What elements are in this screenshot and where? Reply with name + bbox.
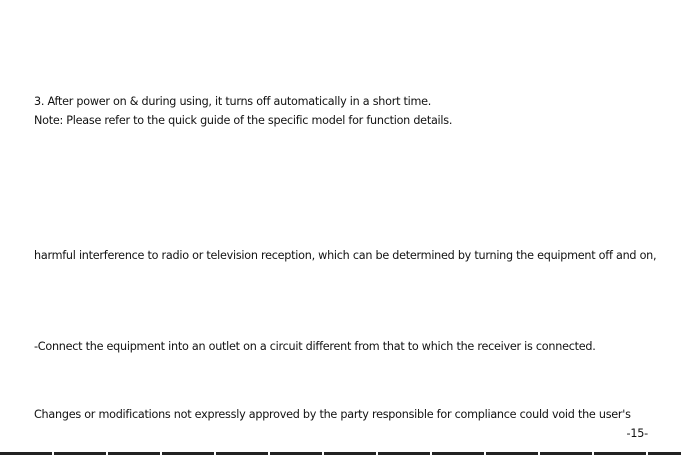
fcc-outlet-instruction: -Connect the equipment into an outlet on a circuit different from that to which the receiver is connected. (34, 340, 596, 353)
troubleshooting-item-3: 3. After power on & during using, it turns off automatically in a short time. (34, 95, 432, 108)
fcc-interference-text: harmful interference to radio or television reception, which can be determined by turning the equipment off and on, (34, 249, 657, 262)
function-details-note: Note: Please refer to the quick guide of the specific model for function details. (34, 114, 453, 127)
page-number: -15- (626, 427, 648, 440)
fcc-modification-warning: Changes or modifications not expressly approved by the party responsible for compliance could void the user's (34, 408, 631, 421)
